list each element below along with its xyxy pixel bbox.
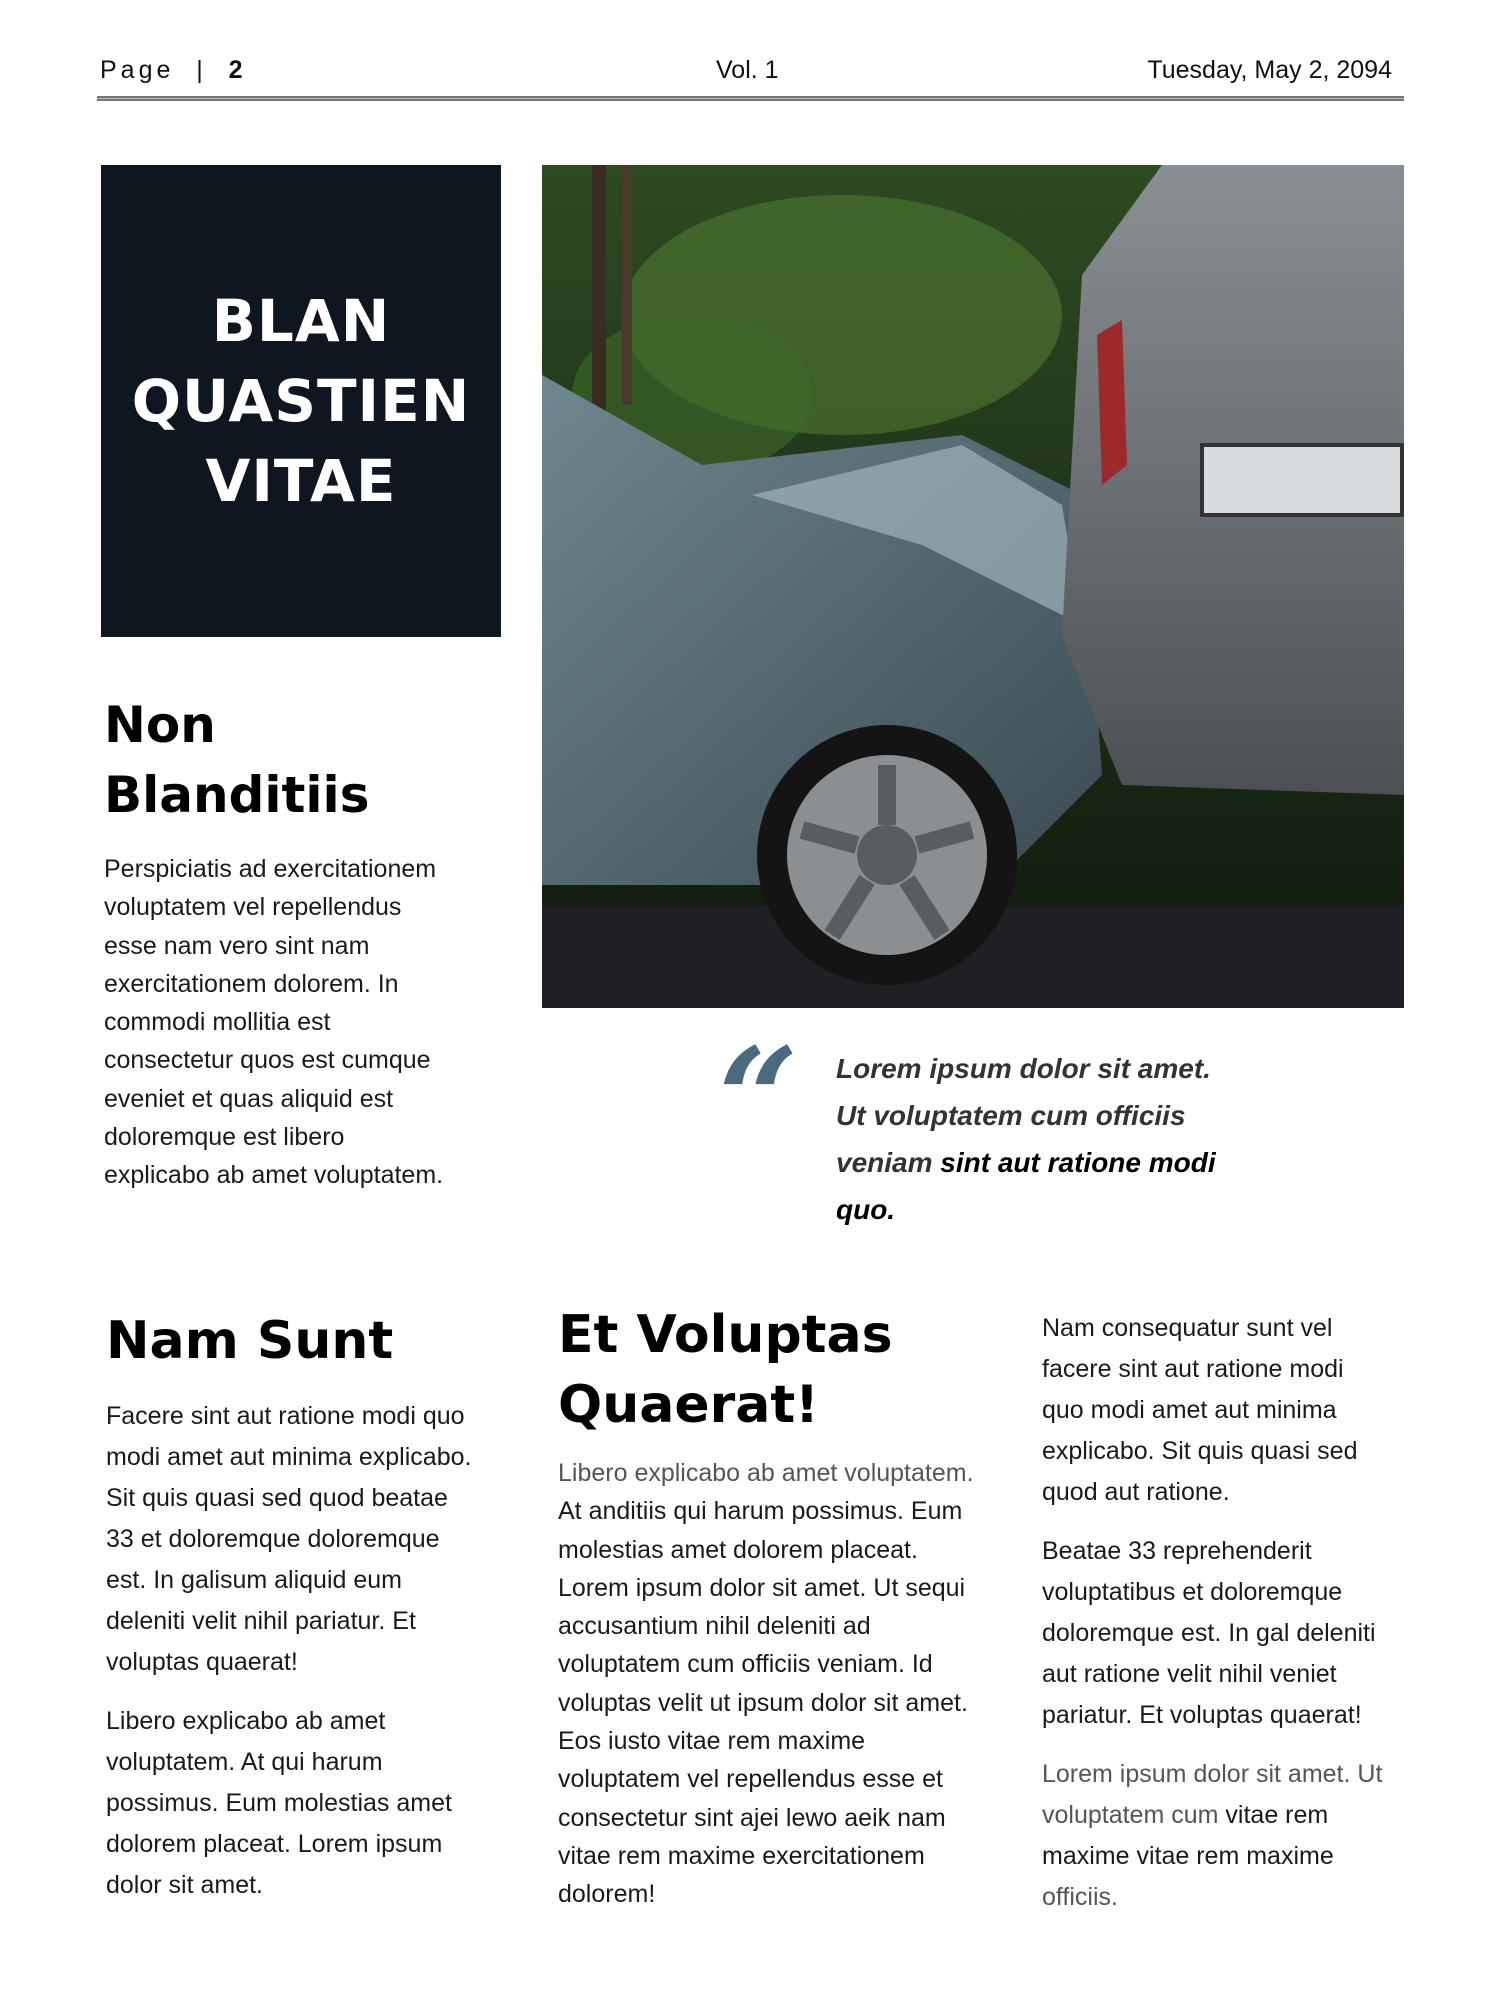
article-body [558,1454,978,1914]
article-continued [1042,1308,1392,1936]
quote-emphasis: sint aut ratione modi quo. [836,1147,1216,1225]
heading-line: Non [104,696,216,754]
masthead-title [132,281,471,521]
article-body [106,1396,476,1906]
heading-line: Et Voluptas [558,1305,893,1365]
text-dark: vitae rem maxime vitae rem maxime [1042,1801,1334,1870]
article-et-voluptas [558,1300,978,1914]
article-heading [104,690,444,830]
issue-date: Tuesday, May 2, 2094 [1147,56,1392,84]
title-line: VITAE [205,447,397,515]
paragraph: Facere sint aut ratione modi quo modi amet aut minima explicabo. Sit quis quasi sed quod beatae 33 et doloremque doloremque est. In galisum aliquid eum deleniti velit nihil pariatur. Et voluptas quaerat! [106,1402,472,1676]
article-heading [558,1300,978,1440]
header-rule [97,96,1404,101]
page-number [100,56,247,85]
article-body [1042,1308,1392,1918]
text-gray: Lorem ipsum dolor sit amet. Ut voluptatem cum [1042,1760,1383,1829]
article-body: Perspiciatis ad exercitationem voluptatem vel repellendus esse nam vero sint nam exercitationem dolorem. In commodi mollitia est consectetur quos est cumque eveniet et quas aliquid est doloremque est libero explicabo ab amet voluptatem. [104,855,444,1190]
pull-quote [836,1045,1226,1233]
page-label: Page | [100,56,229,84]
article-nam-sunt [106,1306,476,1924]
title-line: BLAN [211,287,391,355]
quote-mark-icon: “ [718,1018,799,1182]
title-line: QUASTIEN [131,367,471,435]
article-heading: Nam Sunt [106,1311,394,1371]
paragraph: Libero explicabo ab amet voluptatem. At qui harum possimus. Eum molestias amet dolorem placeat. Lorem ipsum dolor sit amet. [106,1707,452,1899]
page-number-value: 2 [228,56,247,84]
article-non-blanditiis [104,690,444,1195]
heading-line: Blanditiis [104,766,370,824]
body-text: At anditiis qui harum possimus. Eum molestias amet dolorem placeat. Lorem ipsum dolor sit amet. Ut sequi accusantium nihil deleniti ad voluptatem cum officiis veniam. Id voluptas velit ut ipsum dolor sit amet. Eos iusto vitae rem maxime voluptatem vel repellendus esse et consectetur sint ajei lewo aeik nam vitae rem maxime exercitationem dolorem! [558,1497,968,1909]
volume: Vol. 1 [716,56,779,84]
masthead-box [101,165,501,637]
quote-text: Lorem ipsum dolor sit amet. Ut voluptatem cum officiis veniam [836,1053,1211,1178]
car-crash-photo [542,165,1404,1008]
lead-text: Libero explicabo ab amet voluptatem. [558,1459,974,1487]
text-gray: officiis. [1042,1883,1118,1911]
heading-line: Quaerat! [558,1375,819,1435]
paragraph [1042,1754,1392,1918]
paragraph: Beatae 33 reprehenderit voluptatibus et doloremque doloremque est. In gal deleniti aut ratione velit nihil veniet pariatur. Et voluptas quaerat! [1042,1537,1376,1729]
car-crash-image [542,165,1404,1008]
paragraph: Nam consequatur sunt vel facere sint aut ratione modi quo modi amet aut minima explicabo. Sit quis quasi sed quod aut ratione. [1042,1314,1358,1506]
